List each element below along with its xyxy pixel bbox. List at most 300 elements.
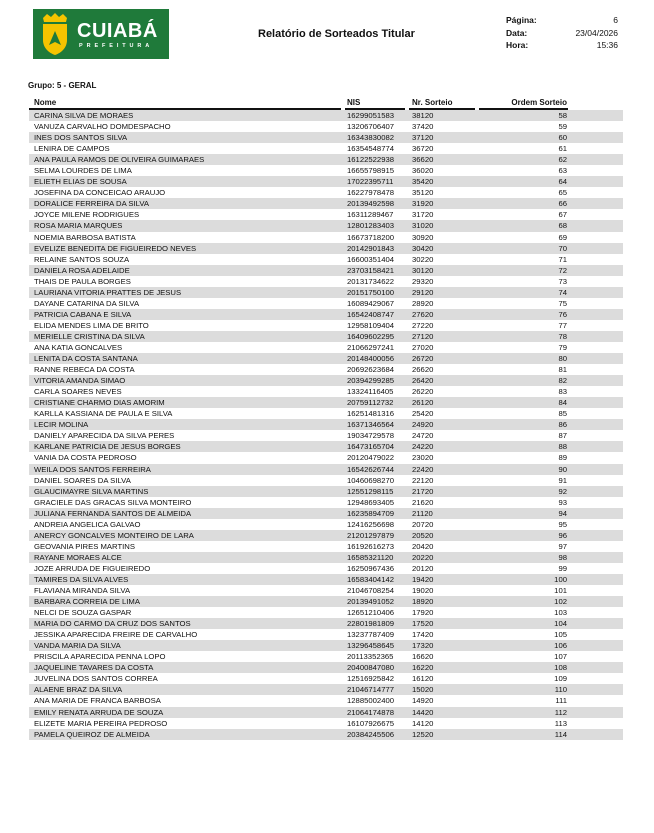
- cell-nis: 20394299285: [347, 376, 395, 386]
- cell-nis: 12958109404: [347, 320, 395, 330]
- table-row: [29, 497, 623, 508]
- cell-nr-sorteio: 36620: [412, 155, 434, 165]
- cell-nr-sorteio: 28920: [412, 298, 434, 308]
- cell-nis: 12416256698: [347, 519, 395, 529]
- cell-name: VANDA MARIA DA SILVA: [34, 641, 121, 651]
- cell-nis: 13296458645: [347, 641, 395, 651]
- cell-name: TAMIRES DA SILVA ALVES: [34, 574, 129, 584]
- cell-nis: 16251481316: [347, 409, 395, 419]
- cell-name: CRISTIANE CHARMO DIAS AMORIM: [34, 398, 165, 408]
- cell-ordem-sorteio: 70: [558, 243, 567, 253]
- cell-nr-sorteio: 30920: [412, 232, 434, 242]
- cell-nis: 16655798915: [347, 166, 395, 176]
- table-row: [29, 419, 623, 430]
- cell-nis: 16542626744: [347, 464, 395, 474]
- cell-name: ANA MARIA DE FRANCA BARBOSA: [34, 696, 161, 706]
- cell-name: ANA PAULA RAMOS DE OLIVEIRA GUIMARAES: [34, 155, 205, 165]
- cell-ordem-sorteio: 99: [558, 563, 567, 573]
- cell-ordem-sorteio: 89: [558, 453, 567, 463]
- cell-ordem-sorteio: 97: [558, 541, 567, 551]
- cell-nis: 12801283403: [347, 221, 395, 231]
- cell-name: FLAVIANA MIRANDA SILVA: [34, 586, 131, 596]
- table-row: [29, 530, 623, 541]
- cell-name: ELIZETE MARIA PEREIRA PEDROSO: [34, 718, 168, 728]
- cell-nis: 20131734622: [347, 276, 395, 286]
- cell-nis: 13324116405: [347, 387, 394, 397]
- cell-name: PAMELA QUEIROZ DE ALMEIDA: [34, 729, 150, 739]
- cell-nr-sorteio: 12520: [412, 729, 434, 739]
- cell-name: NOEMIA BARBOSA BATISTA: [34, 232, 136, 242]
- cell-name: RELAINE SANTOS SOUZA: [34, 254, 130, 264]
- table-row: [29, 309, 623, 320]
- cell-nr-sorteio: 36720: [412, 144, 434, 154]
- table-row: [29, 640, 623, 651]
- table-row: [29, 662, 623, 673]
- table-row: [29, 276, 623, 287]
- meta-page: [506, 14, 618, 27]
- table-row: [29, 629, 623, 640]
- cell-ordem-sorteio: 66: [558, 199, 567, 209]
- table-row: [29, 209, 623, 220]
- table-row: [29, 695, 623, 706]
- cell-ordem-sorteio: 83: [558, 387, 567, 397]
- cell-nr-sorteio: 27020: [412, 342, 434, 352]
- cell-nis: 16354548774: [347, 144, 395, 154]
- cell-nr-sorteio: 24220: [412, 442, 434, 452]
- cell-name: GEOVANIA PIRES MARTINS: [34, 541, 135, 551]
- cell-ordem-sorteio: 113: [554, 718, 567, 728]
- cell-name: VITORIA AMANDA SIMAO: [34, 376, 126, 386]
- cell-nr-sorteio: 16220: [412, 663, 434, 673]
- cell-ordem-sorteio: 81: [558, 365, 567, 375]
- cell-nis: 16122522938: [347, 155, 395, 165]
- cell-ordem-sorteio: 59: [558, 122, 567, 132]
- cell-nr-sorteio: 17520: [412, 619, 434, 629]
- cell-ordem-sorteio: 98: [558, 552, 567, 562]
- cell-ordem-sorteio: 111: [555, 696, 567, 706]
- cell-nis: 21066297241: [347, 342, 395, 352]
- cell-nis: 12885002400: [347, 696, 395, 706]
- cell-ordem-sorteio: 92: [558, 486, 567, 496]
- cell-nis: 21046714777: [347, 685, 395, 695]
- cell-name: JULIANA FERNANDA SANTOS DE ALMEIDA: [34, 508, 192, 518]
- cell-nr-sorteio: 27620: [412, 309, 434, 319]
- table-row: [29, 452, 623, 463]
- column-header-name: Nome: [34, 98, 57, 107]
- table-row: [29, 331, 623, 342]
- cell-nis: 13237787409: [347, 630, 395, 640]
- cell-nr-sorteio: 37420: [412, 122, 434, 132]
- cell-name: LENITA DA COSTA SANTANA: [34, 354, 138, 364]
- table-row: [29, 718, 623, 729]
- table-row: [29, 729, 623, 740]
- cell-nr-sorteio: 31720: [412, 210, 434, 220]
- cell-nr-sorteio: 19020: [412, 586, 434, 596]
- table-row: [29, 475, 623, 486]
- cell-nis: 16542408747: [347, 309, 395, 319]
- cell-nis: 20692623684: [347, 365, 395, 375]
- cell-nis: 20113352365: [347, 652, 394, 662]
- meta-time-label: Hora:: [506, 40, 529, 50]
- cell-ordem-sorteio: 90: [558, 464, 567, 474]
- cell-nr-sorteio: 20420: [412, 541, 434, 551]
- table-row: [29, 154, 623, 165]
- cell-nis: 16107926675: [347, 718, 395, 728]
- cell-nr-sorteio: 24920: [412, 420, 434, 430]
- cell-name: ROSA MARIA MARQUES: [34, 221, 123, 231]
- cell-name: KARLANE PATRICIA DE JESUS BORGES: [34, 442, 181, 452]
- cell-ordem-sorteio: 72: [558, 265, 567, 275]
- cell-nis: 23703158421: [347, 265, 395, 275]
- cell-nis: 16299051583: [347, 111, 395, 120]
- cell-nr-sorteio: 35420: [412, 177, 434, 187]
- cell-nis: 16409602295: [347, 331, 395, 341]
- cell-nis: 16583404142: [347, 574, 395, 584]
- cell-ordem-sorteio: 82: [558, 376, 567, 386]
- cell-ordem-sorteio: 76: [558, 309, 567, 319]
- cell-nis: 16600351404: [347, 254, 395, 264]
- cell-nis: 16250967436: [347, 563, 395, 573]
- cell-nr-sorteio: 20220: [412, 552, 434, 562]
- cell-name: LECIR MOLINA: [34, 420, 89, 430]
- table-row: [29, 165, 623, 176]
- cell-nis: 20400847080: [347, 663, 395, 673]
- cell-nis: 16473165704: [347, 442, 395, 452]
- table-row: [29, 198, 623, 209]
- cell-nr-sorteio: 21120: [412, 508, 433, 518]
- cell-name: VANUZA CARVALHO DOMDESPACHO: [34, 122, 171, 132]
- cell-ordem-sorteio: 60: [558, 133, 567, 143]
- cell-ordem-sorteio: 71: [558, 254, 567, 264]
- table-row: [29, 220, 623, 231]
- cell-nr-sorteio: 25420: [412, 409, 434, 419]
- cell-nis: 17022395711: [347, 177, 394, 187]
- cell-nr-sorteio: 26720: [412, 354, 434, 364]
- cell-ordem-sorteio: 73: [558, 276, 567, 286]
- cell-ordem-sorteio: 78: [558, 331, 567, 341]
- cell-nr-sorteio: 21720: [412, 486, 434, 496]
- cell-name: JOZE ARRUDA DE FIGUEIREDO: [34, 563, 151, 573]
- cell-nr-sorteio: 24720: [412, 431, 434, 441]
- cell-name: JOSEFINA DA CONCEICAO ARAUJO: [34, 188, 166, 198]
- cell-ordem-sorteio: 67: [558, 210, 567, 220]
- cell-name: LAURIANA VITORIA PRATTES DE JESUS: [34, 287, 182, 297]
- cell-nis: 20384245506: [347, 729, 395, 739]
- cell-nr-sorteio: 22120: [412, 475, 434, 485]
- table-row: [29, 254, 623, 265]
- cell-nr-sorteio: 15020: [412, 685, 434, 695]
- cell-name: JUVELINA DOS SANTOS CORREA: [34, 674, 158, 684]
- cell-name: MARIA DO CARMO DA CRUZ DOS SANTOS: [34, 619, 191, 629]
- cell-nr-sorteio: 30220: [412, 254, 434, 264]
- cell-name: RANNE REBECA DA COSTA: [34, 365, 135, 375]
- cell-ordem-sorteio: 58: [558, 111, 567, 120]
- cell-ordem-sorteio: 112: [554, 707, 567, 717]
- cell-name: PRISCILA APARECIDA PENNA LOPO: [34, 652, 166, 662]
- cell-nr-sorteio: 27220: [412, 320, 434, 330]
- cell-nis: 16311289467: [347, 210, 394, 220]
- cell-name: THAIS DE PAULA BORGES: [34, 276, 131, 286]
- cell-ordem-sorteio: 103: [554, 608, 567, 618]
- prefeitura-logo: [33, 9, 169, 59]
- cell-name: NELCI DE SOUZA GASPAR: [34, 608, 132, 618]
- cell-nr-sorteio: 36020: [412, 166, 434, 176]
- cell-nis: 20151750100: [347, 287, 395, 297]
- cell-name: PATRICIA CABANA E SILVA: [34, 309, 132, 319]
- meta-date-value: 23/04/2026: [575, 27, 618, 38]
- table-row: [29, 143, 623, 154]
- table-row: [29, 596, 623, 607]
- report-title: Relatório de Sorteados Titular: [258, 28, 415, 40]
- table-row: [29, 673, 623, 684]
- table-row: [29, 176, 623, 187]
- table-row: [29, 121, 623, 132]
- cell-nr-sorteio: 26120: [412, 398, 434, 408]
- cell-nis: 21046708254: [347, 586, 395, 596]
- cell-nis: 20759112732: [347, 398, 394, 408]
- cell-name: ELIDA MENDES LIMA DE BRITO: [34, 320, 149, 330]
- table-row: [29, 464, 623, 475]
- cell-ordem-sorteio: 108: [554, 663, 567, 673]
- cell-nis: 20139491052: [347, 597, 395, 607]
- cell-nr-sorteio: 16120: [412, 674, 434, 684]
- cell-ordem-sorteio: 102: [554, 597, 567, 607]
- cell-ordem-sorteio: 88: [558, 442, 567, 452]
- table-row: [29, 552, 623, 563]
- cell-nis: 16192616273: [347, 541, 395, 551]
- cell-nis: 20142901843: [347, 243, 395, 253]
- cell-name: CARLA SOARES NEVES: [34, 387, 122, 397]
- cell-ordem-sorteio: 79: [558, 342, 567, 352]
- report-meta: [506, 14, 618, 52]
- cell-nr-sorteio: 20720: [412, 519, 434, 529]
- cell-nr-sorteio: 38120: [412, 111, 434, 120]
- cell-name: DANIELA ROSA ADELAIDE: [34, 265, 130, 275]
- table-row: [29, 430, 623, 441]
- table-row: [29, 342, 623, 353]
- cell-name: KARLLA KASSIANA DE PAULA E SILVA: [34, 409, 173, 419]
- cell-nis: 20120479022: [347, 453, 395, 463]
- table-row: [29, 441, 623, 452]
- cell-name: MERIELLE CRISTINA DA SILVA: [34, 331, 145, 341]
- meta-time-value: 15:36: [596, 40, 618, 50]
- cell-name: CARINA SILVA DE MORAES: [34, 111, 134, 120]
- table-row: [29, 707, 623, 718]
- cell-nr-sorteio: 19420: [412, 574, 434, 584]
- table-row: [29, 353, 623, 364]
- table-row: [29, 397, 623, 408]
- cell-nis: 16343830082: [347, 133, 395, 143]
- cell-nr-sorteio: 20520: [412, 530, 434, 540]
- table-body: [29, 110, 623, 740]
- cell-name: RAYANE MORAES ALCE: [34, 552, 122, 562]
- cell-nis: 20139492598: [347, 199, 395, 209]
- table-row: [29, 375, 623, 386]
- table-row: [29, 651, 623, 662]
- cell-ordem-sorteio: 114: [554, 729, 567, 739]
- cell-ordem-sorteio: 63: [558, 166, 567, 176]
- cell-nr-sorteio: 29120: [412, 287, 434, 297]
- cell-nr-sorteio: 17320: [412, 641, 434, 651]
- column-header-nr-sorteio: Nr. Sorteio: [412, 98, 453, 107]
- cell-name: JESSIKA APARECIDA FREIRE DE CARVALHO: [34, 630, 198, 640]
- meta-time: [506, 39, 618, 52]
- meta-page-value: 6: [613, 15, 618, 25]
- cell-nis: 12651210406: [347, 608, 395, 618]
- cell-ordem-sorteio: 91: [558, 475, 567, 485]
- table-row: [29, 287, 623, 298]
- cell-nr-sorteio: 17420: [412, 630, 434, 640]
- group-label: Grupo: 5 - GERAL: [28, 81, 97, 90]
- cell-ordem-sorteio: 101: [554, 586, 567, 596]
- column-header-nis: NIS: [347, 98, 361, 107]
- draw-results-table: [29, 97, 623, 740]
- column-header-ordem-sorteio: Ordem Sorteio: [511, 98, 567, 107]
- cell-name: ELIETH ELIAS DE SOUSA: [34, 177, 127, 187]
- cell-ordem-sorteio: 65: [558, 188, 567, 198]
- cell-ordem-sorteio: 87: [558, 431, 567, 441]
- table-row: [29, 508, 623, 519]
- cell-name: ANERCY GONCALVES MONTEIRO DE LARA: [34, 530, 194, 540]
- cell-nis: 16371346564: [347, 420, 395, 430]
- cell-name: DANIELY APARECIDA DA SILVA PERES: [34, 431, 175, 441]
- meta-page-label: Página:: [506, 15, 537, 25]
- table-row: [29, 408, 623, 419]
- cell-nis: 16585321120: [347, 552, 394, 562]
- cell-nis: 21201297879: [347, 530, 395, 540]
- cell-nr-sorteio: 30420: [412, 243, 434, 253]
- cell-nis: 20148400056: [347, 354, 395, 364]
- cell-nis: 12948693405: [347, 497, 395, 507]
- cell-nr-sorteio: 30120: [412, 265, 434, 275]
- cell-nis: 21064174878: [347, 707, 395, 717]
- cell-ordem-sorteio: 74: [558, 287, 567, 297]
- cell-nis: 19034729578: [347, 431, 395, 441]
- cell-name: INES DOS SANTOS SILVA: [34, 133, 128, 143]
- table-row: [29, 607, 623, 618]
- cell-ordem-sorteio: 95: [558, 519, 567, 529]
- cell-ordem-sorteio: 107: [554, 652, 567, 662]
- cell-ordem-sorteio: 100: [554, 574, 567, 584]
- cell-name: EVELIZE BENEDITA DE FIGUEIREDO NEVES: [34, 243, 197, 253]
- cell-nr-sorteio: 14420: [412, 707, 434, 717]
- cell-nr-sorteio: 20120: [412, 563, 434, 573]
- cell-ordem-sorteio: 68: [558, 221, 567, 231]
- cell-name: GRACIELE DAS GRACAS SILVA MONTEIRO: [34, 497, 192, 507]
- cell-ordem-sorteio: 93: [558, 497, 567, 507]
- cell-ordem-sorteio: 84: [558, 398, 567, 408]
- cell-nis: 13206706407: [347, 122, 395, 132]
- cell-nr-sorteio: 14120: [412, 718, 434, 728]
- table-header: [29, 97, 623, 110]
- cell-nr-sorteio: 16620: [412, 652, 434, 662]
- cell-name: EMILY RENATA ARRUDA DE SOUZA: [34, 707, 164, 717]
- table-row: [29, 618, 623, 629]
- table-row: [29, 243, 623, 254]
- cell-ordem-sorteio: 109: [554, 674, 567, 684]
- cell-nr-sorteio: 23020: [412, 453, 434, 463]
- cell-nis: 16673718200: [347, 232, 395, 242]
- cell-nr-sorteio: 31920: [412, 199, 434, 209]
- cell-name: VANIA DA COSTA PEDROSO: [34, 453, 137, 463]
- table-row: [29, 132, 623, 143]
- cell-ordem-sorteio: 80: [558, 354, 567, 364]
- cell-nr-sorteio: 26620: [412, 365, 434, 375]
- cell-name: DANIEL SOARES DA SILVA: [34, 475, 131, 485]
- cell-nis: 16089429067: [347, 298, 395, 308]
- cell-name: ALAENE BRAZ DA SILVA: [34, 685, 123, 695]
- cell-nis: 16227978478: [347, 188, 395, 198]
- meta-date: [506, 27, 618, 40]
- cell-ordem-sorteio: 86: [558, 420, 567, 430]
- cell-name: GLAUCIMAYRE SILVA MARTINS: [34, 486, 149, 496]
- cell-ordem-sorteio: 85: [558, 409, 567, 419]
- meta-date-label: Data:: [506, 27, 528, 38]
- table-row: [29, 684, 623, 695]
- cell-name: DAYANE CATARINA DA SILVA: [34, 298, 140, 308]
- cell-nr-sorteio: 21620: [412, 497, 434, 507]
- table-row: [29, 386, 623, 397]
- shield-crown-icon: [40, 12, 70, 56]
- table-row: [29, 320, 623, 331]
- cell-ordem-sorteio: 75: [558, 298, 567, 308]
- cell-ordem-sorteio: 105: [554, 630, 567, 640]
- cell-nr-sorteio: 37120: [412, 133, 434, 143]
- table-row: [29, 519, 623, 530]
- cell-nr-sorteio: 31020: [412, 221, 434, 231]
- cell-nis: 22801981809: [347, 619, 395, 629]
- cell-ordem-sorteio: 104: [554, 619, 567, 629]
- cell-ordem-sorteio: 61: [558, 144, 567, 154]
- table-row: [29, 574, 623, 585]
- cell-nis: 12551298115: [347, 486, 394, 496]
- cell-nr-sorteio: 22420: [412, 464, 434, 474]
- cell-name: ANDREIA ANGELICA GALVAO: [34, 519, 141, 529]
- cell-ordem-sorteio: 62: [558, 155, 567, 165]
- cell-name: BARBARA CORREIA DE LIMA: [34, 597, 140, 607]
- table-row: [29, 232, 623, 243]
- cell-nr-sorteio: 18920: [412, 597, 434, 607]
- cell-nr-sorteio: 26220: [412, 387, 434, 397]
- cell-nr-sorteio: 29320: [412, 276, 434, 286]
- cell-nr-sorteio: 35120: [412, 188, 434, 198]
- cell-nis: 16235894709: [347, 508, 395, 518]
- cell-name: JOYCE MILENE RODRIGUES: [34, 210, 140, 220]
- cell-name: LENIRA DE CAMPOS: [34, 144, 110, 154]
- cell-nr-sorteio: 27120: [412, 331, 434, 341]
- brand-name: CUIABÁ: [77, 20, 158, 42]
- cell-ordem-sorteio: 94: [558, 508, 567, 518]
- brand-subtitle: PREFEITURA: [79, 43, 154, 49]
- table-row: [29, 298, 623, 309]
- table-row: [29, 364, 623, 375]
- table-row: [29, 187, 623, 198]
- cell-ordem-sorteio: 106: [554, 641, 567, 651]
- table-row: [29, 563, 623, 574]
- cell-name: JAQUELINE TAVARES DA COSTA: [34, 663, 154, 673]
- table-row: [29, 110, 623, 121]
- table-row: [29, 265, 623, 276]
- cell-name: WEILA DOS SANTOS FERREIRA: [34, 464, 151, 474]
- table-row: [29, 585, 623, 596]
- cell-nr-sorteio: 26420: [412, 376, 434, 386]
- cell-nis: 12516925842: [347, 674, 395, 684]
- cell-name: DORALICE FERREIRA DA SILVA: [34, 199, 150, 209]
- cell-name: SELMA LOURDES DE LIMA: [34, 166, 132, 176]
- table-row: [29, 486, 623, 497]
- cell-ordem-sorteio: 96: [558, 530, 567, 540]
- cell-nis: 10460698270: [347, 475, 395, 485]
